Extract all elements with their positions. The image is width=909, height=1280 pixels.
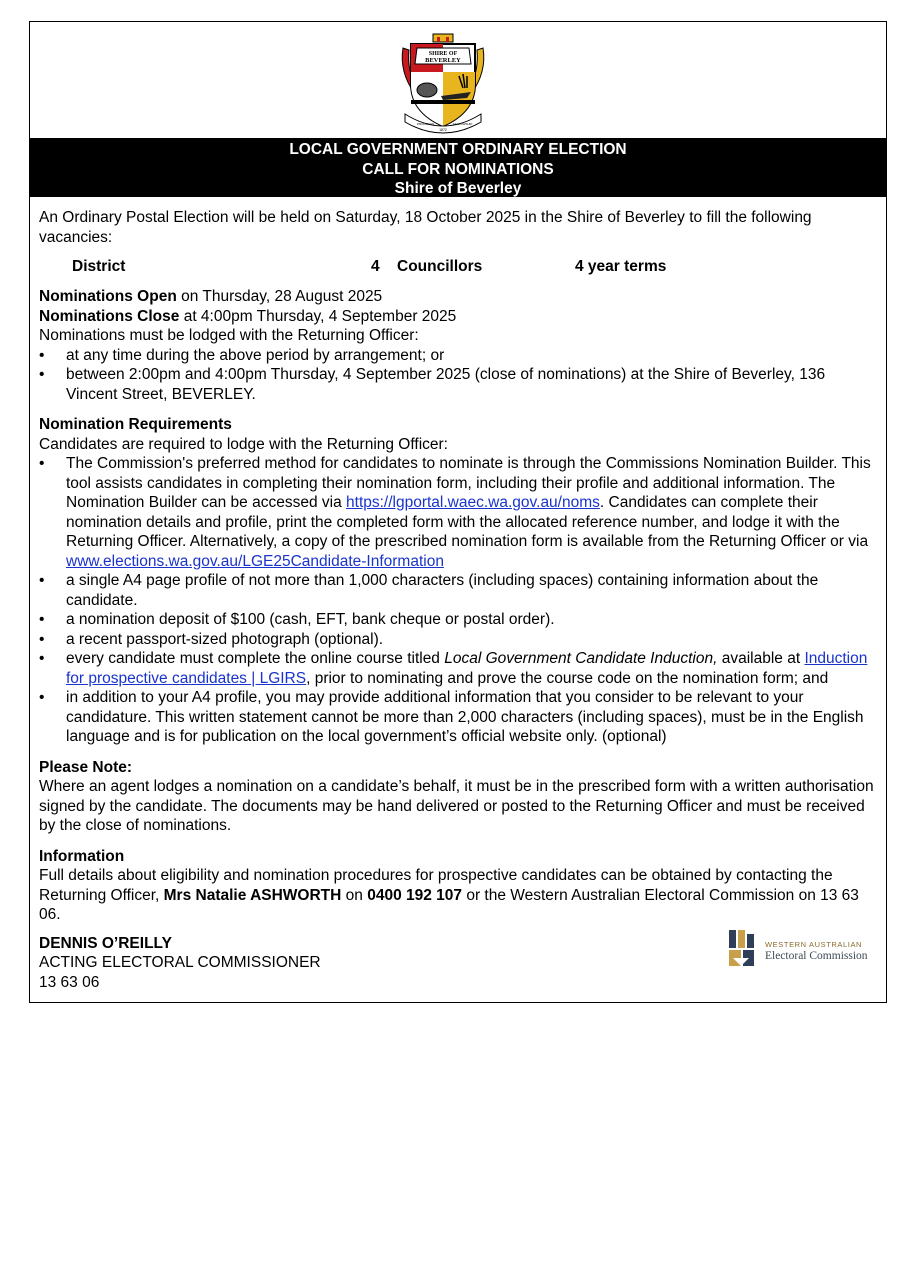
vacancy-term: 4 year terms bbox=[575, 258, 667, 275]
information-heading: Information bbox=[39, 847, 125, 865]
title-line-2: CALL FOR NOMINATIONS bbox=[362, 160, 554, 178]
svg-text:PROGRESS: PROGRESS bbox=[417, 122, 435, 126]
lodge-text: Nominations must be lodged with the Returning Officer: bbox=[39, 327, 419, 344]
information-text: Full details about eligibility and nomination procedures for prospective candidates can be obtained by contacting the Returning Officer, Mrs Natalie ASHWORTH on 0400 192 107 or the Western Australian Electoral Commission on 13 63 06. bbox=[39, 867, 859, 923]
list-item: • a single A4 page profile of not more than 1,000 characters (including spaces) containing information about the candidate. bbox=[39, 571, 879, 610]
list-item: • at any time during the above period by arrangement; or bbox=[39, 346, 879, 366]
list-item: • in addition to your A4 profile, you may provide additional information that you consider to be relevant to your candidature. This written statement cannot be more than 2,000 characters (including spaces), must be in the English language and is for publication on the local government’s official website only. (optional) bbox=[39, 688, 879, 747]
signoff-phone: 13 63 06 bbox=[39, 973, 100, 991]
vacancy-count: 4 bbox=[371, 258, 380, 275]
induction-course-link[interactable]: Induction for prospective candidates | LGIRS bbox=[66, 650, 868, 687]
signoff-title: ACTING ELECTORAL COMMISSIONER bbox=[39, 954, 321, 971]
wa-logo-line-2: Electoral Commission bbox=[765, 950, 868, 962]
list-item: • every candidate must complete the online course titled Local Government Candidate Induction, available at Induction for prospective candidates | LGIRS, prior to nominating and prove the course code on the nomination form; and bbox=[39, 649, 879, 688]
nominations-open: Nominations Open on Thursday, 28 August 2025 bbox=[39, 288, 383, 305]
notice-frame bbox=[29, 21, 887, 1003]
nominations-close: Nominations Close at 4:00pm Thursday, 4 September 2025 bbox=[39, 307, 457, 325]
vacancy-position: Councillors bbox=[397, 258, 483, 275]
note-heading: Please Note: bbox=[39, 758, 133, 776]
wa-commission-emblem-icon bbox=[727, 928, 757, 970]
crest-area bbox=[30, 22, 886, 138]
returning-officer-name: Mrs Natalie ASHWORTH bbox=[163, 886, 342, 904]
title-banner bbox=[30, 138, 886, 197]
requirements-list bbox=[39, 454, 879, 747]
intro-text: An Ordinary Postal Election will be held on Saturday, 18 October 2025 in the Shire of Beverley to fill the following vacancies: bbox=[39, 209, 812, 246]
svg-text:FELLOWSHIP: FELLOWSHIP bbox=[453, 122, 473, 126]
candidate-information-link[interactable]: www.elections.wa.gov.au/LGE25Candidate-Information bbox=[66, 552, 444, 570]
signoff-name: DENNIS O’REILLY bbox=[39, 934, 172, 952]
svg-text:1872: 1872 bbox=[439, 128, 447, 132]
requirements-intro: Candidates are required to lodge with the Returning Officer: bbox=[39, 435, 448, 453]
lodge-list bbox=[39, 346, 879, 405]
vacancy-row bbox=[39, 257, 879, 279]
svg-text:BEVERLEY: BEVERLEY bbox=[425, 57, 461, 64]
list-item: • a nomination deposit of $100 (cash, EFT, bank cheque or postal order). bbox=[39, 610, 879, 630]
title-line-1: LOCAL GOVERNMENT ORDINARY ELECTION bbox=[289, 141, 627, 158]
wa-logo-line-1: WESTERN AUSTRALIAN bbox=[765, 940, 863, 949]
notice-body bbox=[39, 208, 879, 992]
shire-crest-logo bbox=[397, 32, 489, 136]
list-item: • a recent passport-sized photograph (optional). bbox=[39, 630, 879, 650]
nomination-builder-link[interactable]: https://lgportal.waec.wa.gov.au/noms bbox=[346, 494, 600, 511]
list-item: • The Commission's preferred method for candidates to nominate is through the Commissions Nomination Builder. This tool assists candidates in completing their nomination form, including their profile and additional information. The Nomination Builder can be accessed via https://lgportal.waec.wa.gov.au/noms. Candidates can complete their nomination details and profile, print the completed form with the allocated reference number, and lodge it with the Returning Officer. Alternatively, a copy of the prescribed nomination form is available from the Returning Officer or via www.elections.wa.gov.au/LGE25Candidate-Information bbox=[39, 454, 879, 571]
wa-electoral-commission-logo bbox=[727, 928, 877, 972]
returning-officer-phone: 0400 192 107 bbox=[367, 886, 463, 904]
title-line-3: Shire of Beverley bbox=[394, 180, 522, 197]
note-text: Where an agent lodges a nomination on a candidate’s behalf, it must be in the prescribed form with a written authorisation signed by the candidate. The documents may be hand delivered or posted to the Returning Officer and must be received by the close of nominations. bbox=[39, 778, 874, 834]
list-item: • between 2:00pm and 4:00pm Thursday, 4 September 2025 (close of nominations) at the Shire of Beverley, 136 Vincent Street, BEVERLEY. bbox=[39, 365, 879, 404]
svg-text:SHIRE OF: SHIRE OF bbox=[428, 51, 458, 57]
requirements-heading: Nomination Requirements bbox=[39, 416, 232, 433]
vacancy-ward: District bbox=[72, 258, 126, 275]
